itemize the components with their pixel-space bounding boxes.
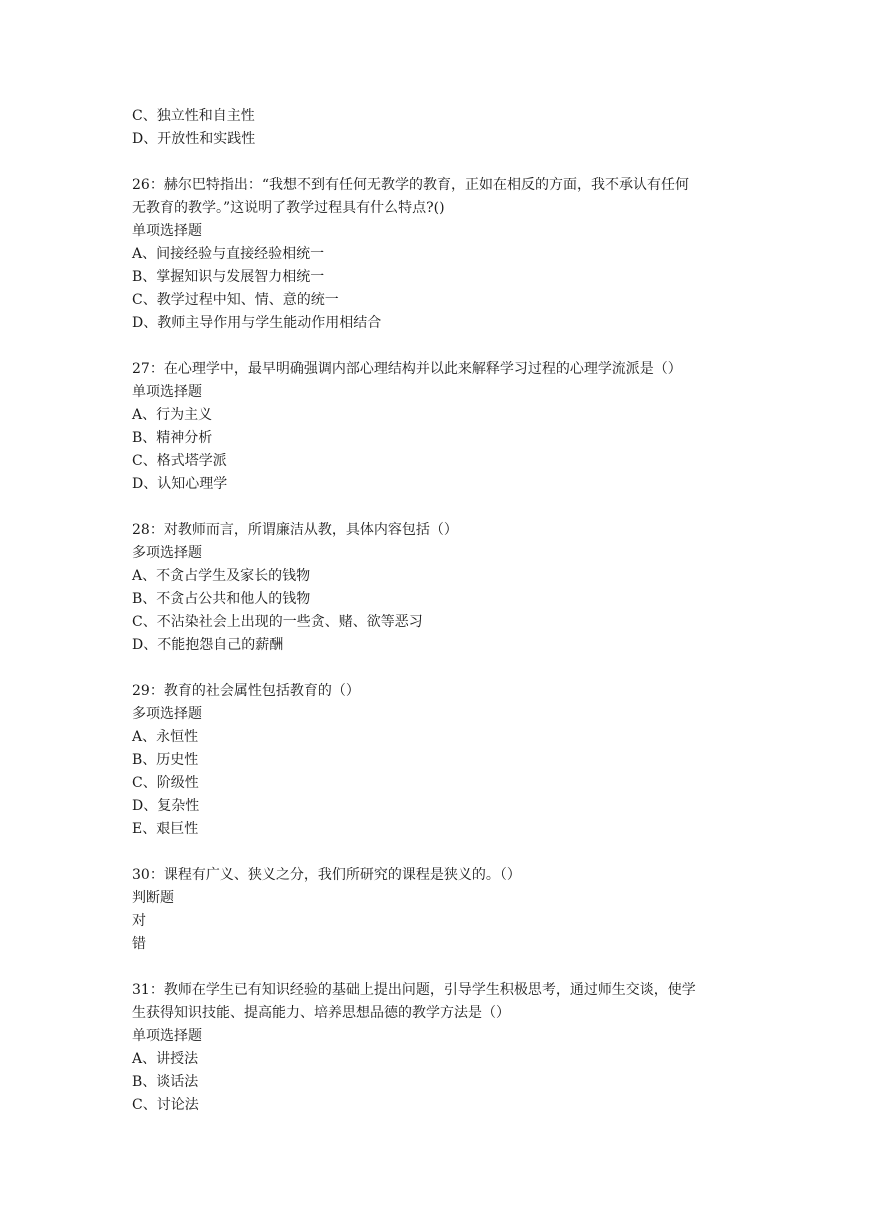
- option: C、教学过程中知、情、意的统一: [132, 292, 339, 308]
- question-29: [132, 680, 742, 841]
- question-text: [132, 174, 742, 220]
- option: C、不沾染社会上出现的一些贪、赌、欲等恶习: [132, 614, 423, 630]
- question-text: [132, 680, 742, 703]
- question-text: [132, 864, 742, 887]
- option: D、开放性和实践性: [132, 131, 256, 147]
- question-type: 单项选择题: [132, 384, 202, 400]
- question-line: 26：赫尔巴特指出：“我想不到有任何无教学的教育，正如在相反的方面，我不承认有任何: [132, 177, 689, 193]
- option: A、不贪占学生及家长的钱物: [132, 568, 311, 584]
- option: A、讲授法: [132, 1051, 199, 1067]
- option: B、掌握知识与发展智力相统一: [132, 269, 325, 285]
- question-28: [132, 519, 742, 657]
- option: D、教师主导作用与学生能动作用相结合: [132, 315, 382, 331]
- question-31: [132, 979, 742, 1117]
- option: B、谈话法: [132, 1074, 199, 1090]
- option: C、讨论法: [132, 1097, 199, 1113]
- question-type: 多项选择题: [132, 545, 202, 561]
- option: D、复杂性: [132, 798, 200, 814]
- question-line: 30：课程有广义、狭义之分，我们所研究的课程是狭义的。（）: [132, 867, 521, 883]
- question-type: 单项选择题: [132, 223, 202, 239]
- leading-options: [132, 105, 742, 151]
- question-type: 单项选择题: [132, 1028, 202, 1044]
- option: C、格式塔学派: [132, 453, 227, 469]
- option: E、艰巨性: [132, 821, 199, 837]
- option: 错: [132, 936, 146, 952]
- question-line: 生获得知识技能、提高能力、培养思想品德的教学方法是（）: [132, 1005, 510, 1021]
- option: C、阶级性: [132, 775, 199, 791]
- option: B、精神分析: [132, 430, 213, 446]
- option: D、认知心理学: [132, 476, 228, 492]
- question-text: [132, 358, 742, 381]
- question-text: [132, 519, 742, 542]
- question-line: 28：对教师而言，所谓廉洁从教，具体内容包括（）: [132, 522, 458, 538]
- question-30: [132, 864, 742, 956]
- option: A、间接经验与直接经验相统一: [132, 246, 325, 262]
- document-page: [132, 105, 742, 1117]
- question-line: 无教育的教学。”这说明了教学过程具有什么特点?(): [132, 200, 445, 216]
- option: C、独立性和自主性: [132, 108, 255, 124]
- question-26: [132, 174, 742, 335]
- option: A、行为主义: [132, 407, 213, 423]
- question-27: [132, 358, 742, 496]
- option: 对: [132, 913, 146, 929]
- option: D、不能抱怨自己的薪酬: [132, 637, 284, 653]
- question-text: [132, 979, 742, 1025]
- question-type: 判断题: [132, 890, 174, 906]
- question-line: 27：在心理学中，最早明确强调内部心理结构并以此来解释学习过程的心理学流派是（）: [132, 361, 682, 377]
- option: B、不贪占公共和他人的钱物: [132, 591, 311, 607]
- option: B、历史性: [132, 752, 199, 768]
- option: A、永恒性: [132, 729, 199, 745]
- question-type: 多项选择题: [132, 706, 202, 722]
- question-line: 29：教育的社会属性包括教育的（）: [132, 683, 360, 699]
- question-line: 31：教师在学生已有知识经验的基础上提出问题，引导学生积极思考，通过师生交谈，使学: [132, 982, 696, 998]
